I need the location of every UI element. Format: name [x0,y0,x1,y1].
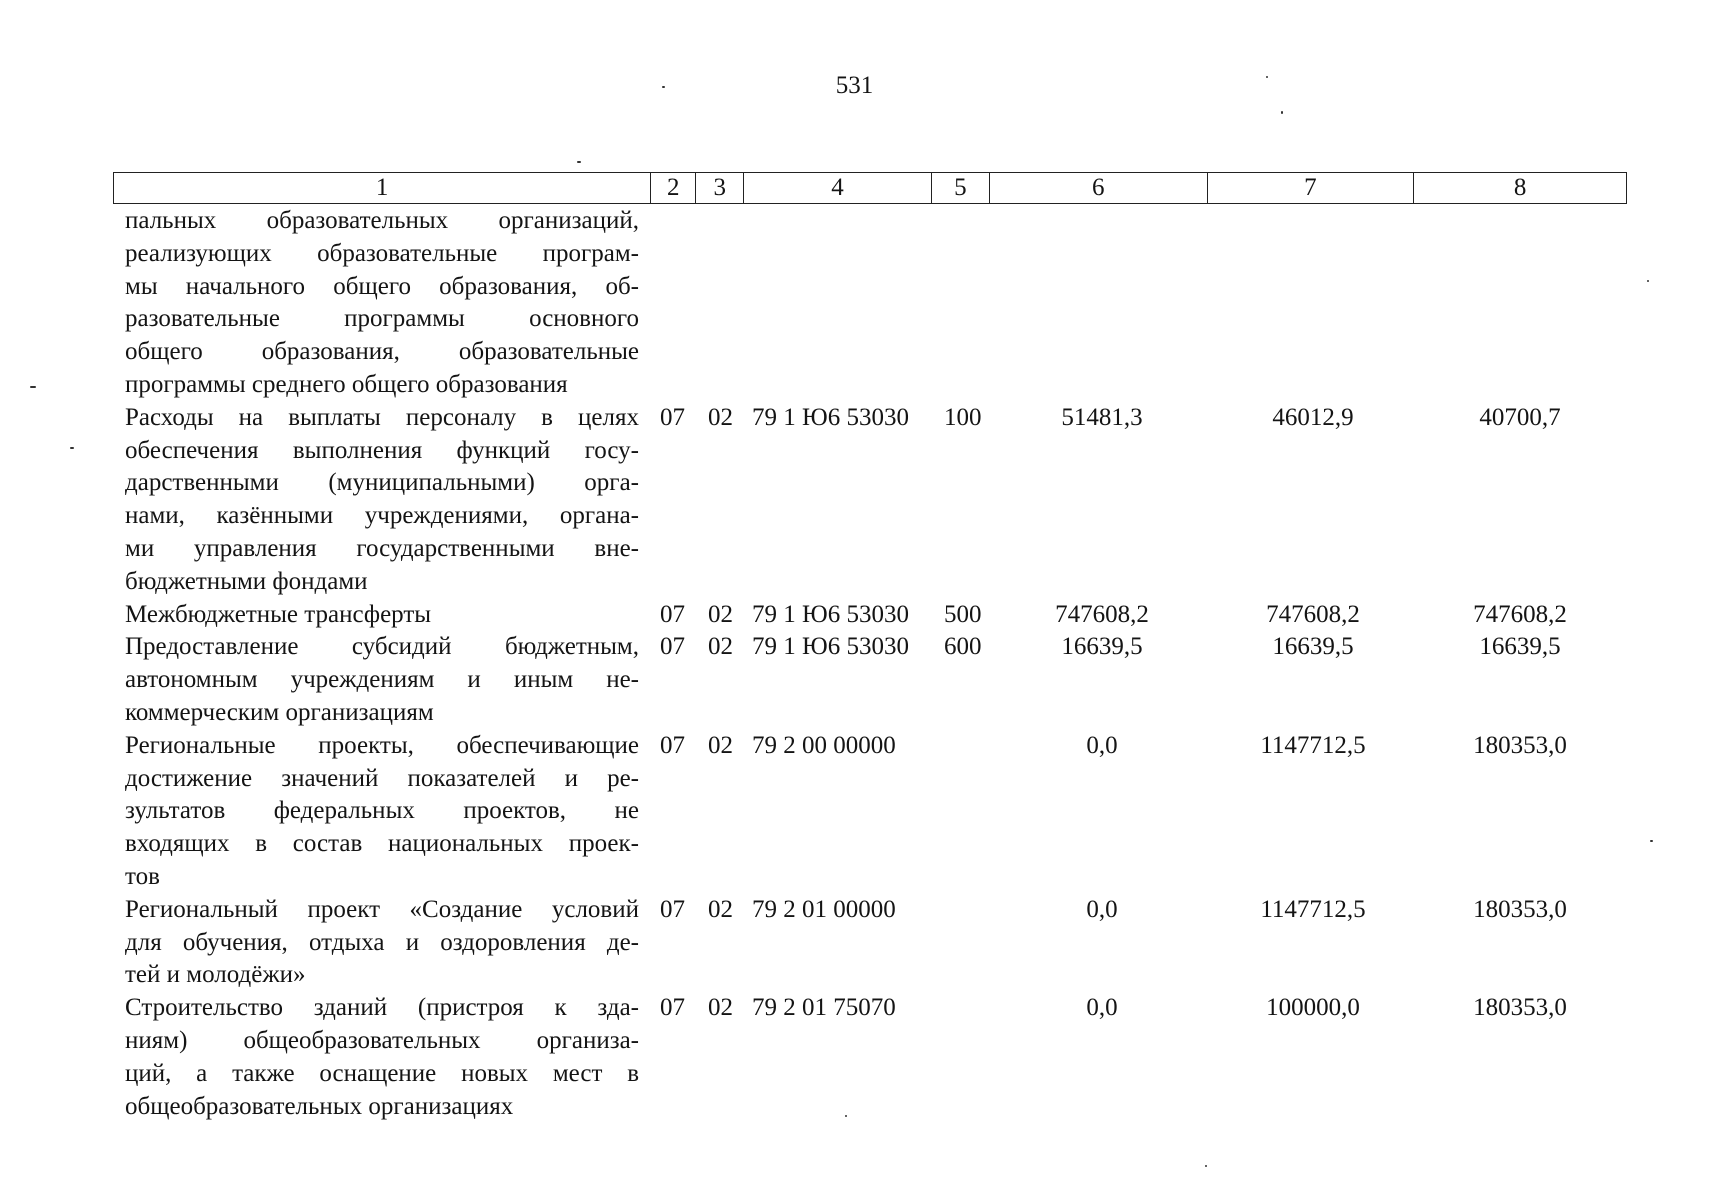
cell-c3: 02 [708,731,733,759]
cell-c2: 07 [660,403,685,431]
table-row [0,205,1709,402]
cell-c6: 747608,2 [1055,600,1149,628]
scan-speck [1650,840,1653,842]
description-line: Межбюджетные трансферты [125,600,432,628]
description-line: реализующих образовательные програм- [125,239,639,267]
cell-c4: 79 2 01 00000 [752,895,896,923]
page-number: 531 [835,72,874,99]
table-body [0,205,1709,1123]
table-row [0,992,1709,1123]
description-line: зультатов федеральных проектов, не [125,797,639,825]
table-row [0,894,1709,992]
description-line: тов [125,862,160,890]
scan-speck [70,447,74,449]
description-line: коммерческим организациям [125,698,434,726]
cell-c8: 40700,7 [1479,403,1561,431]
header-cell-7: 7 [1208,173,1415,203]
cell-c3: 02 [708,895,733,923]
description-line: автономным учреждениям и иным не- [125,666,639,694]
description-line: ниям) общеобразовательных организа- [125,1026,639,1054]
row-description [125,205,639,402]
row-description [125,599,639,632]
cell-c7: 100000,0 [1266,994,1360,1022]
cell-c6: 0,0 [1086,895,1118,923]
description-line: Региональный проект «Создание условий [125,895,639,923]
description-line: общеобразовательных организациях [125,1092,514,1120]
header-cell-5: 5 [932,173,990,203]
row-description [125,730,639,894]
scan-speck [662,86,665,88]
header-cell-4: 4 [744,173,932,203]
cell-c6: 0,0 [1086,731,1118,759]
description-line: Расходы на выплаты персоналу в целях [125,403,639,431]
description-line: программы среднего общего образования [125,370,568,398]
cell-c4: 79 1 Ю6 53030 [752,633,909,661]
scan-speck [845,1115,847,1117]
description-line: тей и молодёжи» [125,961,306,989]
cell-c7: 747608,2 [1266,600,1360,628]
cell-c2: 07 [660,633,685,661]
table-row [0,730,1709,894]
cell-c8: 180353,0 [1473,994,1567,1022]
cell-c4: 79 2 00 00000 [752,731,896,759]
row-description [125,402,639,599]
header-cell-1: 1 [114,173,651,203]
description-line: пальных образовательных организаций, [125,207,639,234]
cell-c2: 07 [660,895,685,923]
cell-c7: 46012,9 [1272,403,1354,431]
table-row [0,599,1709,632]
description-line: общего образования, образовательные [125,338,639,366]
cell-c7: 16639,5 [1272,633,1354,661]
description-line: Строительство зданий (пристроя к зда- [125,994,639,1022]
table-row [0,631,1709,729]
description-line: нами, казёнными учреждениями, органа- [125,502,639,530]
row-description [125,631,639,729]
description-line: разовательные программы основного [125,305,639,333]
cell-c2: 07 [660,994,685,1022]
cell-c3: 02 [708,600,733,628]
description-line: Предоставление субсидий бюджетным, [125,633,639,661]
cell-c4: 79 2 01 75070 [752,994,896,1022]
header-cell-8: 8 [1513,174,1527,201]
cell-c8: 180353,0 [1473,895,1567,923]
cell-c5: 500 [944,600,982,628]
cell-c6: 0,0 [1086,994,1118,1022]
row-description [125,992,639,1123]
scan-speck [30,386,36,388]
header-cell-2: 2 [651,173,696,203]
description-line: входящих в состав национальных проек- [125,830,639,858]
scan-speck [1205,1165,1207,1167]
cell-c8: 16639,5 [1479,633,1561,661]
cell-c3: 02 [708,403,733,431]
row-description [125,894,639,992]
cell-c7: 1147712,5 [1260,895,1366,923]
description-line: ций, а также оснащение новых мест в [125,1059,639,1087]
table-row [0,402,1709,599]
description-line: обеспечения выполнения функций госу- [125,436,639,464]
description-line: мы начального общего образования, об- [125,272,639,300]
header-cell-6: 6 [990,173,1208,203]
cell-c3: 02 [708,994,733,1022]
scan-speck [1281,111,1283,114]
cell-c5: 100 [944,403,982,431]
cell-c6: 51481,3 [1061,403,1143,431]
scan-speck [1266,76,1268,78]
description-line: бюджетными фондами [125,567,368,595]
cell-c7: 1147712,5 [1260,731,1366,759]
description-line: ми управления государственными вне- [125,534,639,562]
cell-c2: 07 [660,600,685,628]
header-cell-3: 3 [696,173,744,203]
scan-speck [1647,280,1649,282]
cell-c4: 79 1 Ю6 53030 [752,403,909,431]
description-line: Региональные проекты, обеспечивающие [125,731,639,759]
cell-c2: 07 [660,731,685,759]
table-header [113,172,1627,204]
cell-c8: 747608,2 [1473,600,1567,628]
cell-c6: 16639,5 [1061,633,1143,661]
description-line: для обучения, отдыха и оздоровления де- [125,928,639,956]
scan-speck [577,161,581,163]
cell-c3: 02 [708,633,733,661]
cell-c8: 180353,0 [1473,731,1567,759]
cell-c4: 79 1 Ю6 53030 [752,600,909,628]
cell-c5: 600 [944,633,982,661]
description-line: достижение значений показателей и ре- [125,764,639,792]
description-line: дарственными (муниципальными) орга- [125,469,639,497]
